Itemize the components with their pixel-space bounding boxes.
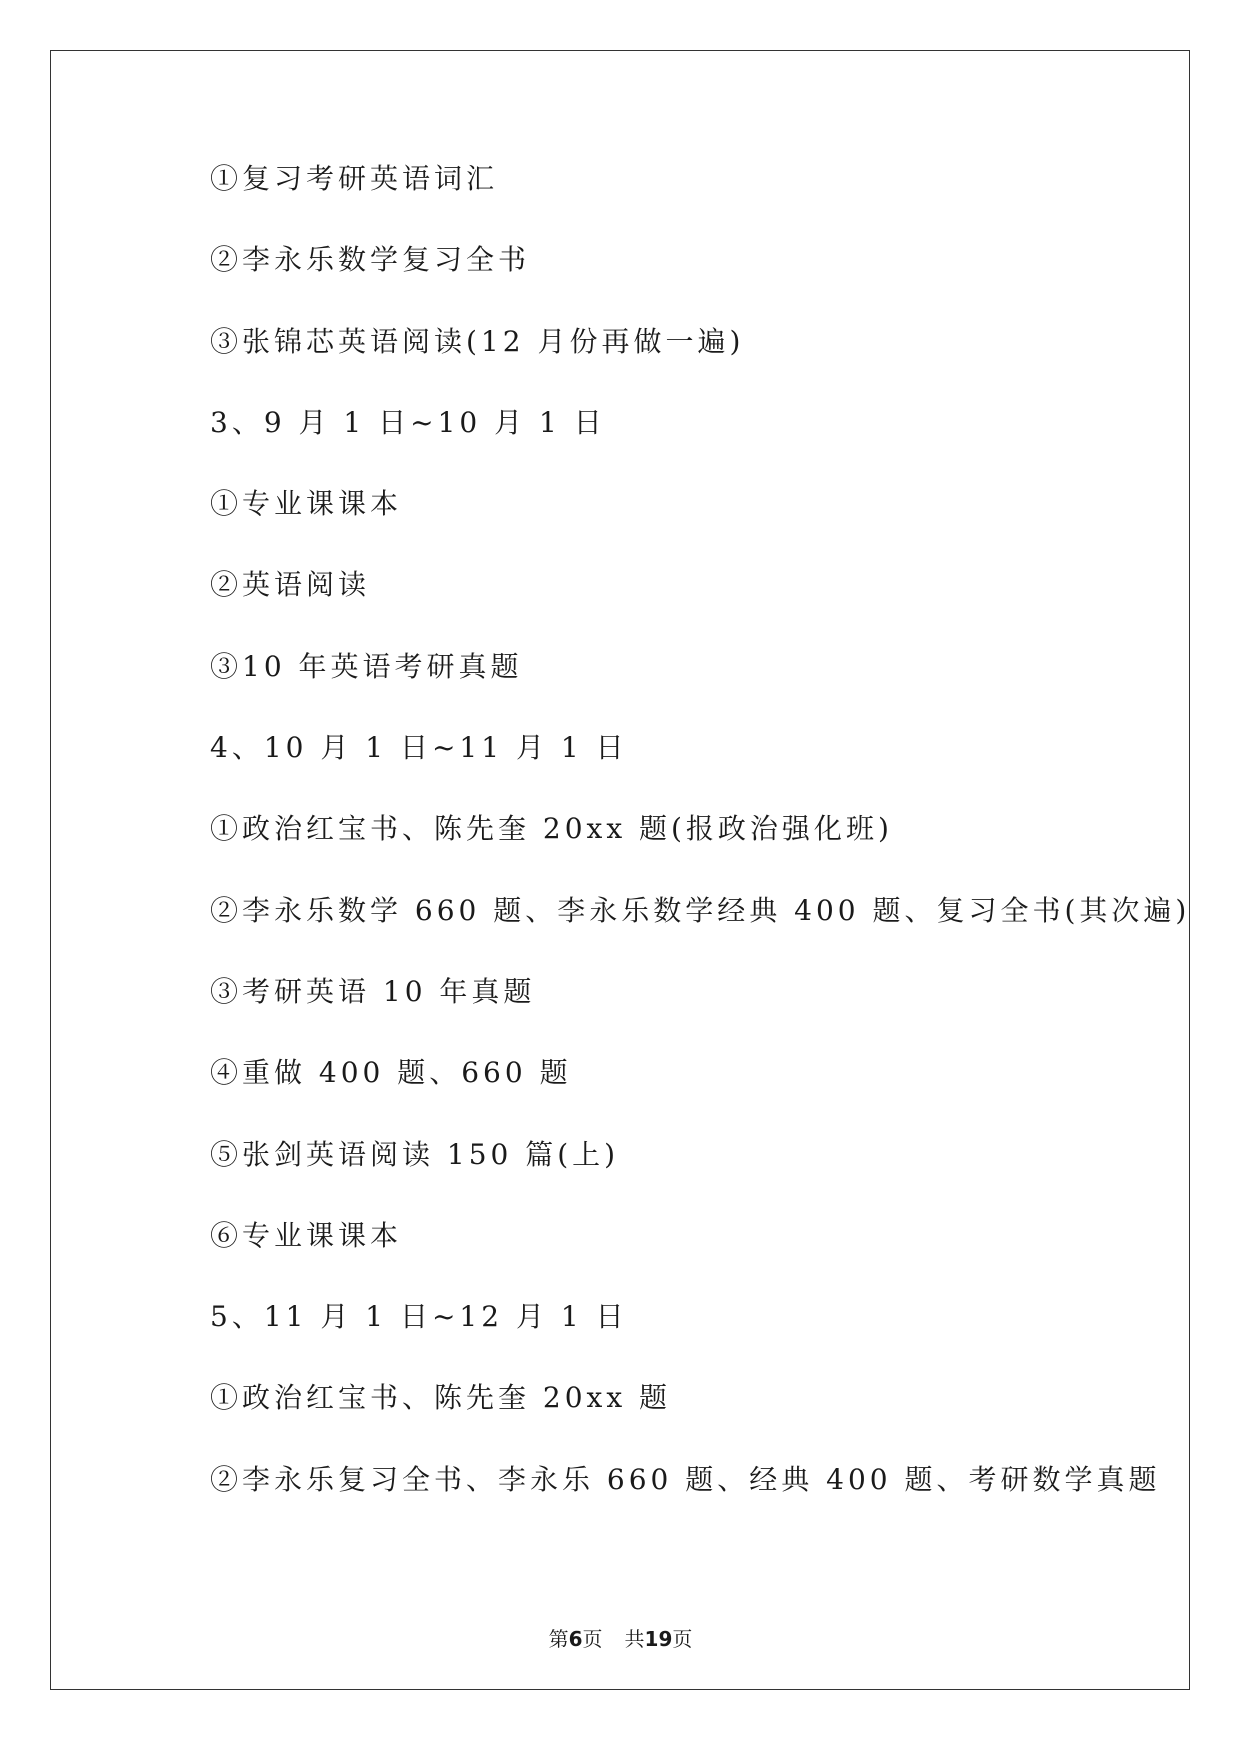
page-suffix: 页 xyxy=(582,1627,603,1651)
text-line: ③张锦芯英语阅读(12 月份再做一遍) xyxy=(210,324,745,358)
text-line: ③10 年英语考研真题 xyxy=(210,649,523,683)
section-heading: 4、10 月 1 日~11 月 1 日 xyxy=(210,731,628,765)
text-line: ②李永乐数学 660 题、李永乐数学经典 400 题、复习全书(其次遍) xyxy=(210,893,1191,927)
text-line: ①复习考研英语词汇 xyxy=(210,162,499,195)
text-line: ①政治红宝书、陈先奎 20xx 题 xyxy=(210,1381,672,1415)
page-number: 6 xyxy=(568,1627,583,1651)
text-line: ①专业课课本 xyxy=(210,487,403,521)
text-line: ①政治红宝书、陈先奎 20xx 题(报政治强化班) xyxy=(210,812,893,846)
text-line: ③考研英语 10 年真题 xyxy=(210,974,536,1008)
document-body xyxy=(210,162,1191,1547)
text-line: ⑤张剑英语阅读 150 篇(上) xyxy=(210,1137,620,1171)
page-footer xyxy=(0,1623,1241,1652)
total-suffix: 页 xyxy=(672,1627,693,1651)
text-line: ②英语阅读 xyxy=(210,568,371,602)
text-line: ④重做 400 题、660 题 xyxy=(210,1056,572,1090)
page-prefix: 第 xyxy=(548,1627,569,1651)
text-line: ②李永乐数学复习全书 xyxy=(210,243,531,277)
text-line: ②李永乐复习全书、李永乐 660 题、经典 400 题、考研数学真题 xyxy=(210,1462,1161,1496)
text-line: ⑥专业课课本 xyxy=(210,1218,403,1252)
total-prefix: 共 xyxy=(624,1627,645,1651)
section-heading: 5、11 月 1 日~12 月 1 日 xyxy=(210,1300,628,1334)
section-heading: 3、9 月 1 日~10 月 1 日 xyxy=(210,405,606,439)
total-pages: 19 xyxy=(644,1627,673,1651)
